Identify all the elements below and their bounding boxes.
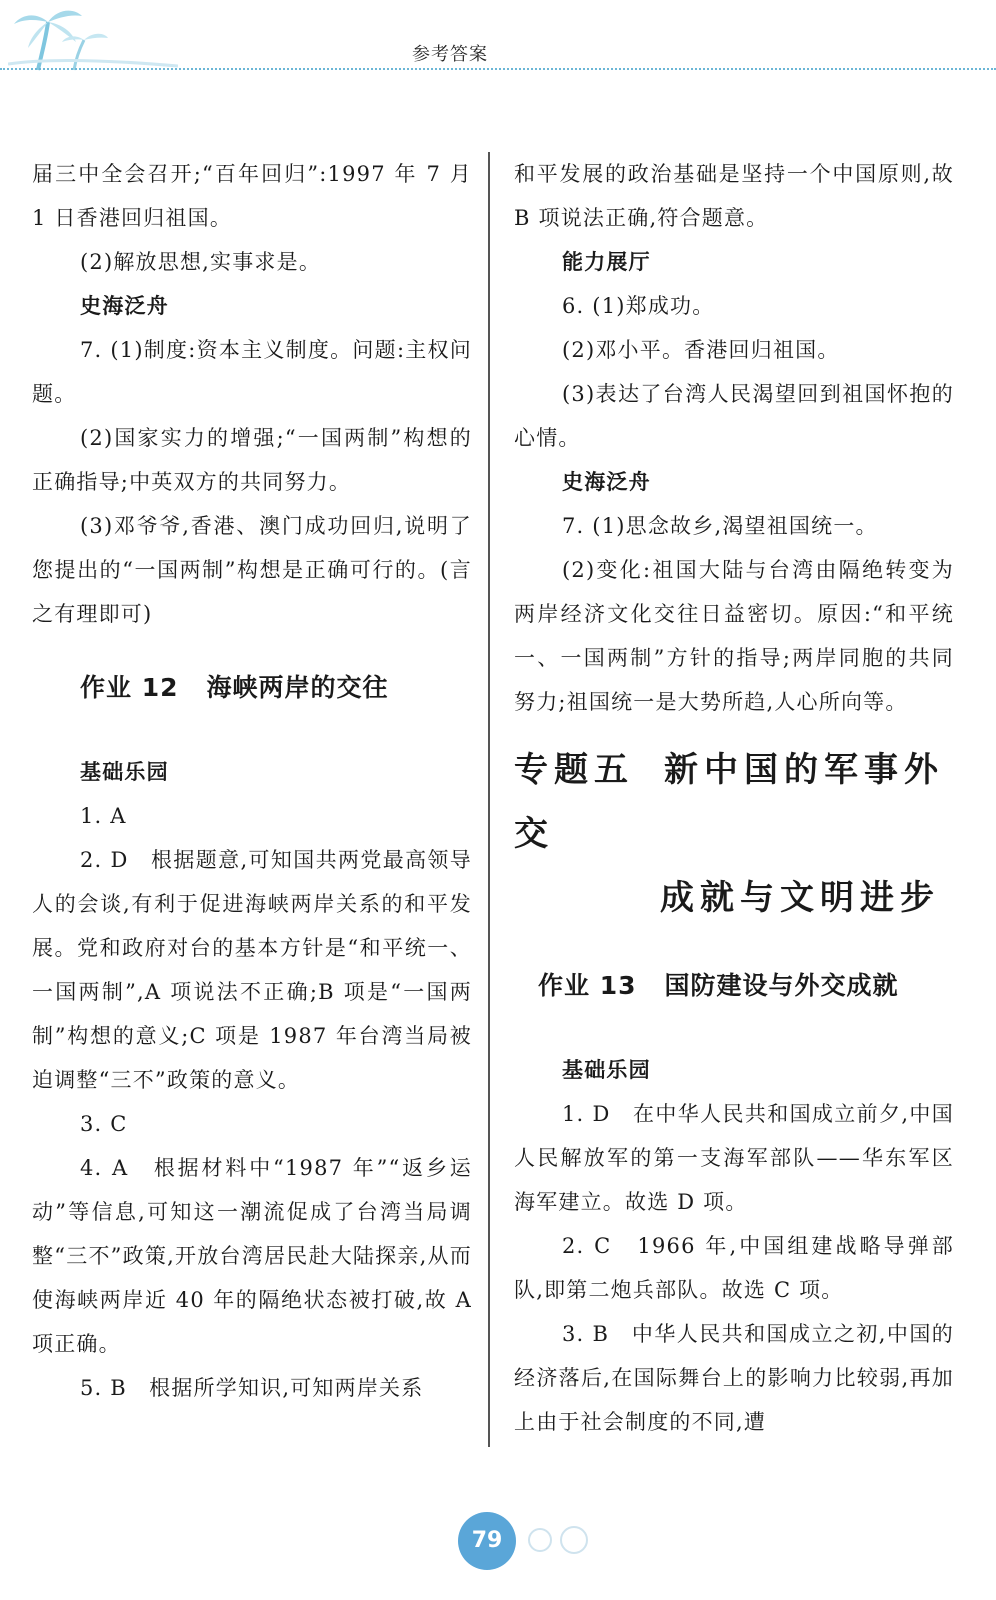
answer-q7-part1: 7. (1)思念故乡,渴望祖国统一。 [562, 514, 878, 538]
subheading-shihai: 史海泛舟 [80, 294, 169, 318]
page-number: 79 [458, 1512, 516, 1570]
answer-q6-part1: 6. (1)郑成功。 [562, 294, 715, 318]
answer-q7-part2: (2)国家实力的增强;“一国两制”构想的正确指导;中英双方的共同努力。 [32, 426, 472, 494]
answer-item: 3. C [80, 1112, 128, 1136]
subheading-nengli: 能力展厅 [562, 250, 651, 274]
answer-item: 3. B 中华人民共和国成立之初,中国的经济落后,在国际舞台上的影响力比较弱,再加上由于社会制度的不同,遭 [514, 1322, 954, 1434]
header-title: 参考答案 [412, 44, 488, 65]
left-column [32, 152, 472, 1410]
answer-item: 1. D 在中华人民共和国成立前夕,中国人民解放军的第一支海军部队——华东军区海军建立。故选 D 项。 [514, 1102, 954, 1214]
answer-q7-part2: (2)变化:祖国大陆与台湾由隔绝转变为两岸经济文化交往日益密切。原因:“和平统一、一国两制”方针的指导;两岸同胞的共同努力;祖国统一是大势所趋,人心所向等。 [514, 558, 954, 714]
chapter-title-line2: 成就与文明进步 [660, 878, 940, 918]
header-dotted-rule [0, 68, 996, 70]
text-line: 届三中全会召开;“百年回归”:1997 年 7 月 1 日香港回归祖国。 [32, 162, 472, 230]
chapter-label: 专题五 [514, 750, 634, 790]
decorative-dot [528, 1528, 552, 1552]
section-title: 国防建设与外交成就 [664, 971, 899, 1000]
answer-q7-part1: 7. (1)制度:资本主义制度。问题:主权问题。 [32, 338, 472, 406]
decorative-dot [560, 1526, 588, 1554]
answer-q6-part2: (2)邓小平。香港回归祖国。 [562, 338, 840, 362]
section-title: 海峡两岸的交往 [206, 673, 389, 702]
answer-item: 1. A [80, 804, 127, 828]
column-divider [488, 152, 490, 1447]
text-line: (2)解放思想,实事求是。 [80, 250, 322, 274]
text-line: 和平发展的政治基础是坚持一个中国原则,故 B 项说法正确,符合题意。 [514, 162, 954, 230]
answer-q6-part3: (3)表达了台湾人民渴望回到祖国怀抱的心情。 [514, 382, 954, 450]
answer-item: 4. A 根据材料中“1987 年”“返乡运动”等信息,可知这一潮流促成了台湾当局调整“三不”政策,开放台湾居民赴大陆探亲,从而使海峡两岸近 40 年的隔绝状态被打破,故 A 项正确。 [32, 1156, 472, 1356]
chapter-title-line1: 新中国的军事外交 [514, 750, 944, 854]
subheading-jichu: 基础乐园 [562, 1058, 651, 1082]
section-heading-13 [514, 964, 954, 1008]
section-heading-12 [32, 666, 472, 710]
subheading-jichu: 基础乐园 [80, 760, 169, 784]
answer-item: 5. B 根据所学知识,可知两岸关系 [80, 1376, 424, 1400]
subheading-shihai: 史海泛舟 [562, 470, 651, 494]
answer-item: 2. D 根据题意,可知国共两党最高领导人的会谈,有利于促进海峡两岸关系的和平发展。党和政府对台的基本方针是“和平统一、一国两制”,A 项说法不正确;B 项是“一国两制”构想的意义;C 项是 1987 年台湾当局被迫调整“三不”政策的意义。 [32, 848, 472, 1092]
section-number: 作业 12 [80, 673, 179, 702]
right-column [514, 152, 954, 1444]
page-header [0, 0, 996, 80]
answer-q7-part3: (3)邓爷爷,香港、澳门成功回归,说明了您提出的“一国两制”构想是正确可行的。(言之有理即可) [32, 514, 472, 626]
section-number: 作业 13 [538, 971, 637, 1000]
chapter-heading-line1 [514, 738, 954, 866]
answer-item: 2. C 1966 年,中国组建战略导弹部队,即第二炮兵部队。故选 C 项。 [514, 1234, 954, 1302]
